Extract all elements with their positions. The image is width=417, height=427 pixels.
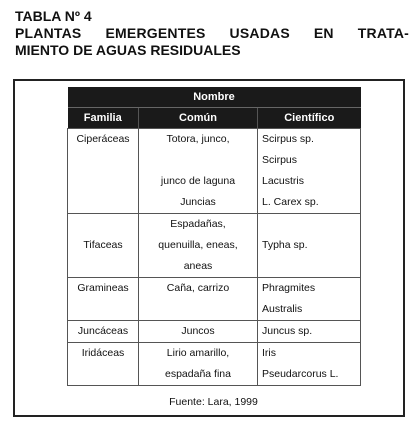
cell-line: Juncos	[181, 325, 215, 337]
cell-line: Lacustris	[262, 175, 305, 187]
cell-line: quenuilla, eneas,	[158, 239, 238, 251]
table-row	[68, 129, 361, 214]
table-number: TABLA Nº 4	[15, 8, 92, 24]
cell-line	[68, 150, 138, 171]
header-nombre: Nombre	[68, 87, 361, 108]
cell-comun	[139, 343, 258, 386]
cell-line	[68, 256, 138, 277]
table-title-line-2: MIENTO DE AGUAS RESIDUALES	[15, 42, 241, 58]
table-body	[68, 129, 361, 386]
cell-cientifico	[258, 214, 361, 278]
cell-familia	[68, 343, 139, 386]
table-heading	[15, 8, 409, 59]
header-familia: Familia	[68, 108, 139, 129]
cell-familia	[68, 278, 139, 321]
cell-line: Ciperáceas	[76, 133, 130, 145]
cell-line: Iridáceas	[81, 347, 125, 359]
cell-line: Totora, junco,	[166, 133, 230, 145]
table-row	[68, 278, 361, 321]
source-note: Fuente: Lara, 1999	[169, 396, 258, 408]
cell-cientifico	[258, 129, 361, 214]
cell-line: Phragmites	[262, 282, 316, 294]
cell-familia	[68, 321, 139, 343]
cell-line: junco de laguna	[160, 175, 236, 187]
table-title-line-1: PLANTAS EMERGENTES USADAS EN TRATA-	[15, 25, 409, 41]
cell-line	[139, 299, 257, 320]
cell-line	[68, 364, 138, 385]
cell-line: Iris	[262, 347, 276, 359]
cell-line: Pseudarcorus L.	[262, 368, 339, 380]
cell-comun	[139, 214, 258, 278]
cell-line	[68, 192, 138, 213]
cell-comun	[139, 129, 258, 214]
cell-line: Juncias	[180, 196, 216, 208]
cell-line: Typha sp.	[262, 239, 308, 251]
plants-table	[67, 87, 361, 386]
table-row	[68, 214, 361, 278]
cell-familia	[68, 214, 139, 278]
cell-cientifico	[258, 321, 361, 343]
cell-line: espadaña fina	[165, 368, 231, 380]
cell-cientifico	[258, 278, 361, 321]
cell-line: aneas	[183, 260, 213, 272]
cell-line: Lirio amarillo,	[166, 347, 230, 359]
cell-line: Juncus sp.	[262, 325, 313, 337]
cell-line: Scirpus	[262, 154, 298, 166]
cell-line: Espadañas,	[170, 218, 226, 230]
cell-line: Caña, carrizo	[166, 282, 230, 294]
header-comun: Común	[139, 108, 258, 129]
cell-line: Scirpus sp.	[262, 133, 314, 145]
cell-line	[139, 150, 257, 171]
table-row	[68, 321, 361, 343]
cell-line: Australis	[262, 303, 303, 315]
cell-line: Juncáceas	[77, 325, 129, 337]
header-cientifico: Científico	[258, 108, 361, 129]
cell-line	[68, 171, 138, 192]
table-row	[68, 343, 361, 386]
cell-comun	[139, 278, 258, 321]
cell-familia	[68, 129, 139, 214]
cell-line	[258, 256, 360, 277]
cell-line	[68, 214, 138, 235]
cell-comun	[139, 321, 258, 343]
cell-line: Tifaceas	[83, 239, 123, 251]
cell-line: L. Carex sp.	[262, 196, 319, 208]
cell-line	[68, 299, 138, 320]
cell-line	[258, 214, 360, 235]
cell-cientifico	[258, 343, 361, 386]
cell-line: Gramineas	[77, 282, 129, 294]
